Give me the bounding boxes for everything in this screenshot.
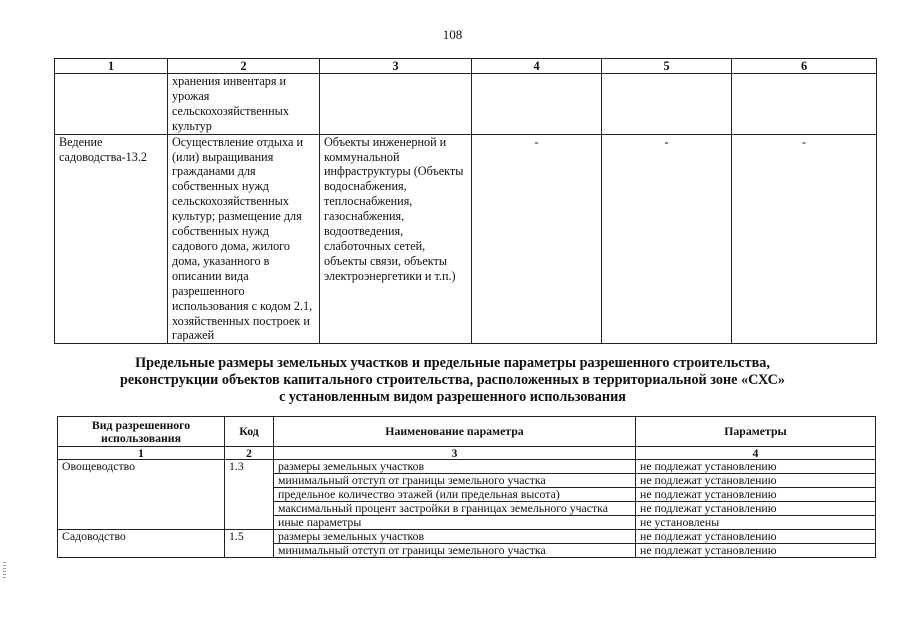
page-number: 108 bbox=[442, 27, 463, 42]
parameter-value: не подлежат установлению bbox=[636, 488, 876, 502]
column-header: Параметры bbox=[636, 417, 876, 447]
column-header: Наименование параметра bbox=[274, 417, 636, 447]
parameter-value: не подлежат установлению bbox=[636, 502, 876, 516]
column-number: 2 bbox=[168, 59, 320, 74]
column-number-row bbox=[55, 59, 877, 74]
section-title bbox=[40, 355, 865, 406]
parameter-name: минимальный отступ от границы земельного участка bbox=[274, 544, 636, 558]
auxiliary-objects-cell: Объекты инженерной и коммунальной инфраструктуры (Объекты водоснабжения, теплоснабжения, газоснабжения, водоотведения, слаботочных сетей, объекты связи, объекты электроэнергетики и т.п.) bbox=[320, 134, 472, 344]
code-cell: 1.3 bbox=[225, 460, 274, 530]
table-cell: - bbox=[602, 134, 732, 344]
table-row bbox=[58, 460, 876, 474]
use-type-cell: Садоводство bbox=[58, 530, 225, 558]
section-title-line: Предельные размеры земельных участков и предельные параметры разрешенного строительства, bbox=[135, 355, 770, 371]
column-number: 3 bbox=[320, 59, 472, 74]
section-title-line: реконструкции объектов капитального строительства, расположенных в территориальной зоне «СХС» bbox=[119, 372, 786, 388]
table-cell bbox=[732, 74, 877, 135]
parameter-name: размеры земельных участков bbox=[274, 460, 636, 474]
parameter-value: не подлежат установлению bbox=[636, 544, 876, 558]
column-number: 5 bbox=[602, 59, 732, 74]
column-number: 2 bbox=[225, 447, 274, 460]
column-header: Вид разрешенного использования bbox=[58, 417, 225, 447]
table-cell: хранения инвентаря и урожая сельскохозяйственных культур bbox=[168, 74, 320, 135]
column-number-row bbox=[58, 447, 876, 460]
table-cell: - bbox=[732, 134, 877, 344]
column-number: 6 bbox=[732, 59, 877, 74]
parameter-value: не подлежат установлению bbox=[636, 474, 876, 488]
column-header: Код bbox=[225, 417, 274, 447]
table-cell bbox=[320, 74, 472, 135]
parameter-name: размеры земельных участков bbox=[274, 530, 636, 544]
column-number: 4 bbox=[472, 59, 602, 74]
table-cell bbox=[55, 74, 168, 135]
table-row bbox=[55, 134, 877, 344]
column-number: 1 bbox=[58, 447, 225, 460]
column-number: 4 bbox=[636, 447, 876, 460]
parameter-value: не подлежат установлению bbox=[636, 460, 876, 474]
table-cell bbox=[602, 74, 732, 135]
table-row bbox=[55, 74, 877, 135]
section-title-line: с установленным видом разрешенного использования bbox=[279, 389, 626, 405]
use-type-cell: Ведение садоводства-13.2 bbox=[55, 134, 168, 344]
parameter-value: не подлежат установлению bbox=[636, 530, 876, 544]
table-cell bbox=[472, 74, 602, 135]
parameter-value: не установлены bbox=[636, 516, 876, 530]
parameters-table bbox=[57, 416, 876, 558]
parameter-name: предельное количество этажей (или предельная высота) bbox=[274, 488, 636, 502]
use-type-cell: Овощеводство bbox=[58, 460, 225, 530]
header-row bbox=[58, 417, 876, 447]
column-number: 1 bbox=[55, 59, 168, 74]
land-use-table bbox=[54, 58, 877, 344]
parameter-name: иные параметры bbox=[274, 516, 636, 530]
parameter-name: максимальный процент застройки в границах земельного участка bbox=[274, 502, 636, 516]
parameter-name: минимальный отступ от границы земельного участка bbox=[274, 474, 636, 488]
table-cell: - bbox=[472, 134, 602, 344]
code-cell: 1.5 bbox=[225, 530, 274, 558]
scan-mark bbox=[3, 562, 6, 578]
column-number: 3 bbox=[274, 447, 636, 460]
table-row bbox=[58, 530, 876, 544]
description-cell: Осуществление отдыха и (или) выращивания гражданами для собственных нужд сельскохозяйственных культур; размещение для собственных нужд садового дома, жилого дома, указанного в описании вида разрешенного использования с кодом 2.1, хозяйственных построек и гаражей bbox=[168, 134, 320, 344]
